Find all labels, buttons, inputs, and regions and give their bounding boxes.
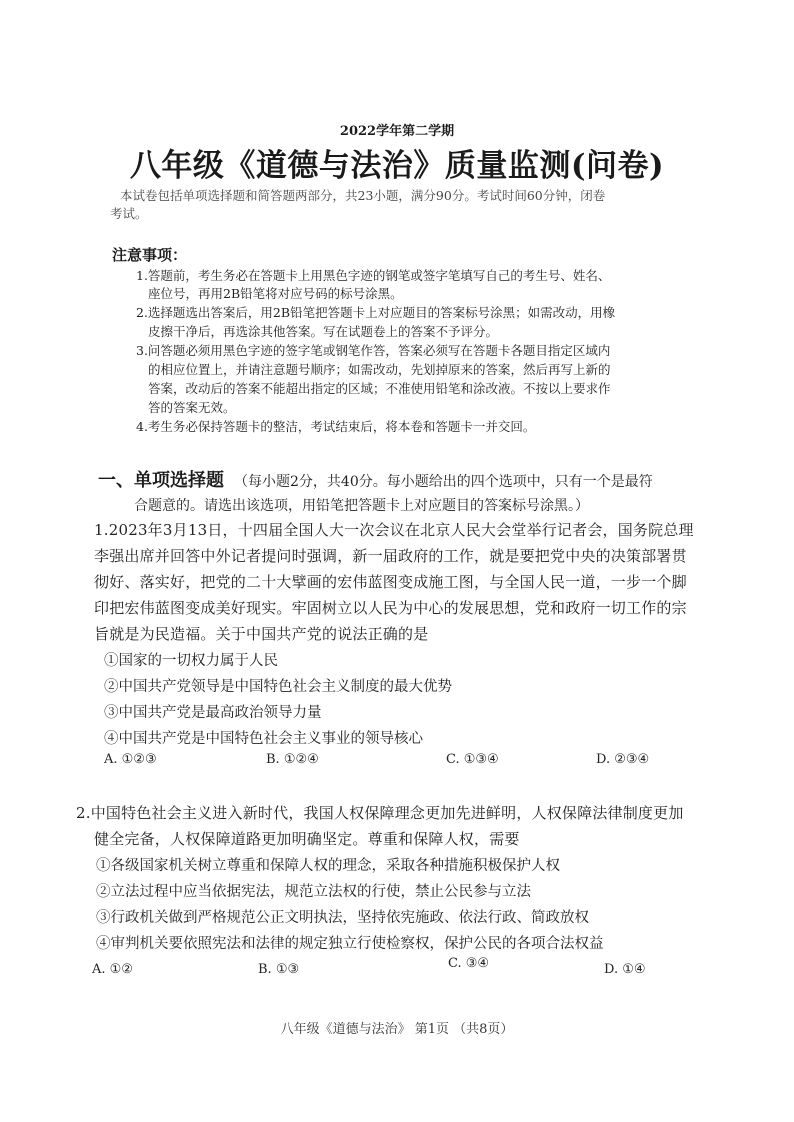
intro-line: 本试卷包括单项选择题和简答题两部分，共23小题，满分90分。考试时间60分钟，闭卷 [120, 188, 606, 203]
question-stem-line: 旨就是为民造福。关于中国共产党的说法正确的是 [94, 625, 429, 643]
notice-line: 2.选择题选出答案后，用2B铅笔把答题卡上对应题目的答案标号涂黑；如需改动，用橡 [136, 305, 616, 320]
question-option: ①各级国家机关树立尊重和保障人权的理念，采取各种措施积极保护人权 [96, 858, 560, 874]
question-option: ④中国共产党是中国特色社会主义事业的领导核心 [104, 731, 423, 747]
question-option: ②立法过程中应当依据宪法，规范立法权的行使，禁止公民参与立法 [96, 884, 531, 900]
answer-choice: C. ③④ [448, 956, 490, 971]
answer-choice: B. ①②④ [266, 752, 319, 767]
question-option: ③行政机关做到严格规范公正文明执法，坚持依宪施政、依法行政、简政放权 [96, 910, 589, 926]
question-option: ③中国共产党是最高政治领导力量 [104, 705, 322, 721]
notice-line: 的相应位置上，并请注意题号顺序；如需改动，先划掉原来的答案，然后再写上新的 [148, 362, 611, 377]
notice-line: 答的答案无效。 [148, 400, 236, 415]
section-title: 一、单项选择题 [98, 470, 224, 491]
question-stem-line: 健全完备，人权保障道路更加明确坚定。尊重和保障人权，需要 [94, 830, 520, 848]
answer-choice: D. ②③④ [596, 752, 650, 767]
notice-line: 答案，改动后的答案不能超出指定的区域；不准使用铅笔和涂改液。不按以上要求作 [148, 381, 611, 396]
notice-title: 注意事项： [112, 246, 188, 264]
question-stem-line: 印把宏伟蓝图变成美好现实。牢固树立以人民为中心的发展思想，党和政府一切工作的宗 [94, 599, 687, 617]
notice-line: 皮擦干净后，再选涂其他答案。写在试题卷上的答案不予评分。 [148, 324, 499, 339]
answer-choice: D. ①④ [604, 962, 646, 977]
answer-choice: A. ①② [92, 962, 133, 977]
question-option: ④审判机关要依照宪法和法律的规定独立行使检察权，保护公民的各项合法权益 [96, 936, 604, 952]
term-label: 2022学年第二学期 [339, 124, 455, 139]
section-note: 合题意的。请选出该选项，用铅笔把答题卡上对应题目的答案标号涂黑。） [134, 498, 589, 514]
notice-line: 1.答题前，考生务必在答题卡上用黑色字迹的钢笔或签字笔填写自己的考生号、姓名、 [136, 268, 611, 283]
question-option: ②中国共产党领导是中国特色社会主义制度的最大优势 [104, 679, 452, 695]
notice-line: 4.考生务必保持答题卡的整洁，考试结束后，将本卷和答题卡一并交回。 [136, 419, 536, 434]
question-stem-line: 2.中国特色社会主义进入新时代，我国人权保障理念更加先进鲜明，人权保障法律制度更加 [76, 804, 684, 822]
question-stem-line: 1.2023年3月13日，十四届全国人大一次会议在北京人民大会堂举行记者会，国务院总理 [94, 521, 694, 539]
question-stem-line: 李强出席并回答中外记者提问时强调，新一届政府的工作，就是要把党中央的决策部署贯 [94, 547, 687, 565]
notice-line: 3.问答题必须用黑色字迹的签字笔或钢笔作答，答案必须写在答题卡各题目指定区域内 [136, 343, 611, 358]
question-stem-line: 彻好、落实好，把党的二十大擘画的宏伟蓝图变成施工图，与全国人民一道，一步一个脚 [94, 573, 687, 591]
answer-choice: C. ①③④ [446, 752, 499, 767]
answer-choice: B. ①③ [258, 962, 300, 977]
page-footer: 八年级《道德与法治》 第1页 （共8页） [280, 1022, 514, 1037]
intro-line: 考试。 [110, 206, 148, 221]
answer-choice: A. ①②③ [104, 752, 157, 767]
page-title: 八年级《道德与法治》质量监测(问卷) [129, 148, 665, 184]
question-option: ①国家的一切权力属于人民 [104, 653, 278, 669]
notice-line: 座位号，再用2B铅笔将对应号码的标号涂黑。 [148, 286, 403, 301]
section-note: （每小题2分，共40分。每小题给出的四个选项中，只有一个是最符 [234, 474, 653, 490]
